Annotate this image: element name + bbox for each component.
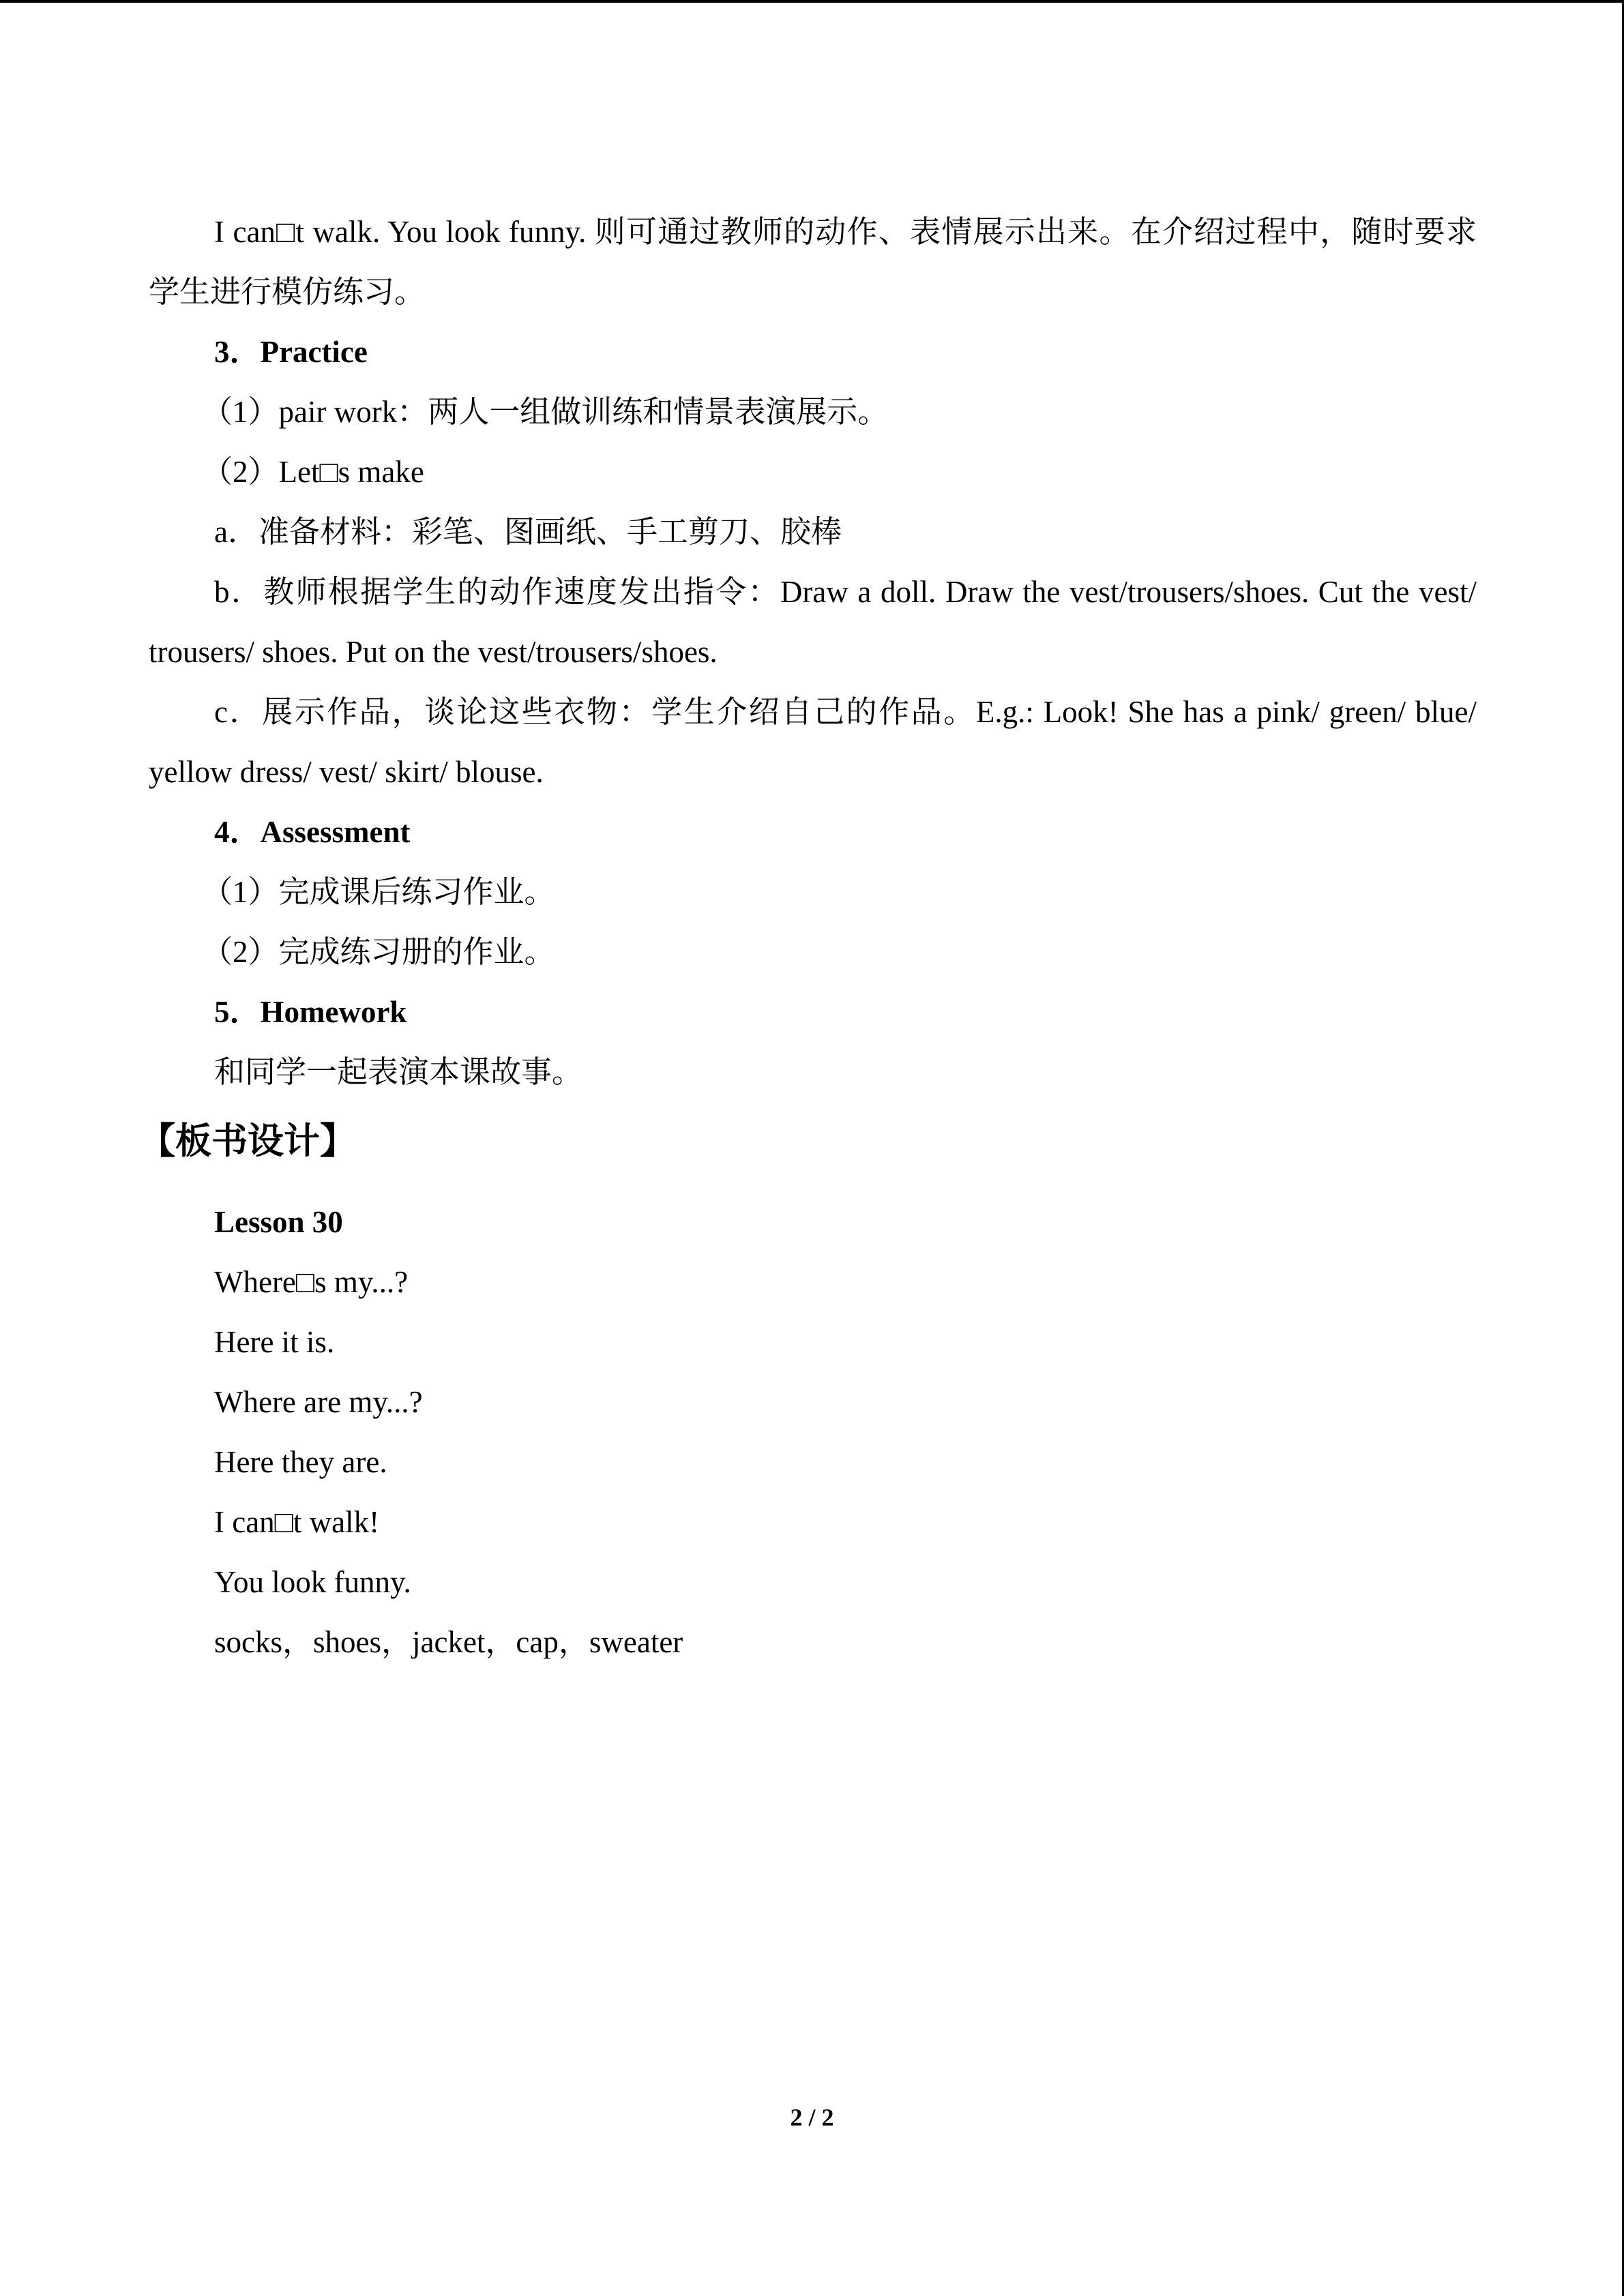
board-line: Here they are. — [214, 1445, 387, 1479]
board-line: Where□s my...? — [214, 1265, 409, 1299]
practice-item-b: b．教师根据学生的动作速度发出指令：Draw a doll. Draw the vest/trousers/shoes. Cut the vest/ trousers/ shoes. Put on the vest/trousers/shoes. — [149, 575, 1477, 669]
page-number: 2 / 2 — [790, 2104, 834, 2131]
practice-heading: 3．Practice — [214, 335, 368, 369]
practice-item-1: （1）pair work：两人一组做训练和情景表演展示。 — [202, 395, 889, 429]
practice-item-a: a．准备材料：彩笔、图画纸、手工剪刀、胶棒 — [214, 515, 842, 549]
assessment-heading: 4．Assessment — [214, 815, 411, 849]
practice-item-2: （2）Let□s make — [202, 455, 424, 489]
board-design-heading: 【板书设计】 — [139, 1122, 356, 1161]
homework-text: 和同学一起表演本课故事。 — [214, 1055, 583, 1089]
assessment-item-2: （2）完成练习册的作业。 — [202, 935, 555, 969]
board-design-content — [149, 1192, 1477, 1672]
board-lesson-title: Lesson 30 — [214, 1205, 343, 1239]
board-line: I can□t walk! — [214, 1505, 380, 1539]
page-top-border — [0, 0, 1624, 3]
board-line: You look funny. — [214, 1565, 411, 1599]
board-line: Where are my...? — [214, 1385, 423, 1419]
continuation-paragraph: I can□t walk. You look funny. 则可通过教师的动作、表情展示出来。在介绍过程中，随时要求学生进行模仿练习。 — [149, 215, 1477, 309]
board-line: socks，shoes，jacket，cap，sweater — [214, 1625, 683, 1659]
homework-heading: 5．Homework — [214, 995, 407, 1029]
practice-item-c: c．展示作品，谈论这些衣物：学生介绍自己的作品。E.g.: Look! She has a pink/ green/ blue/ yellow dress/ vest/ skirt/ blouse. — [149, 695, 1477, 789]
assessment-item-1: （1）完成课后练习作业。 — [202, 875, 555, 909]
board-line: Here it is. — [214, 1325, 335, 1359]
document-page — [139, 202, 1477, 1672]
